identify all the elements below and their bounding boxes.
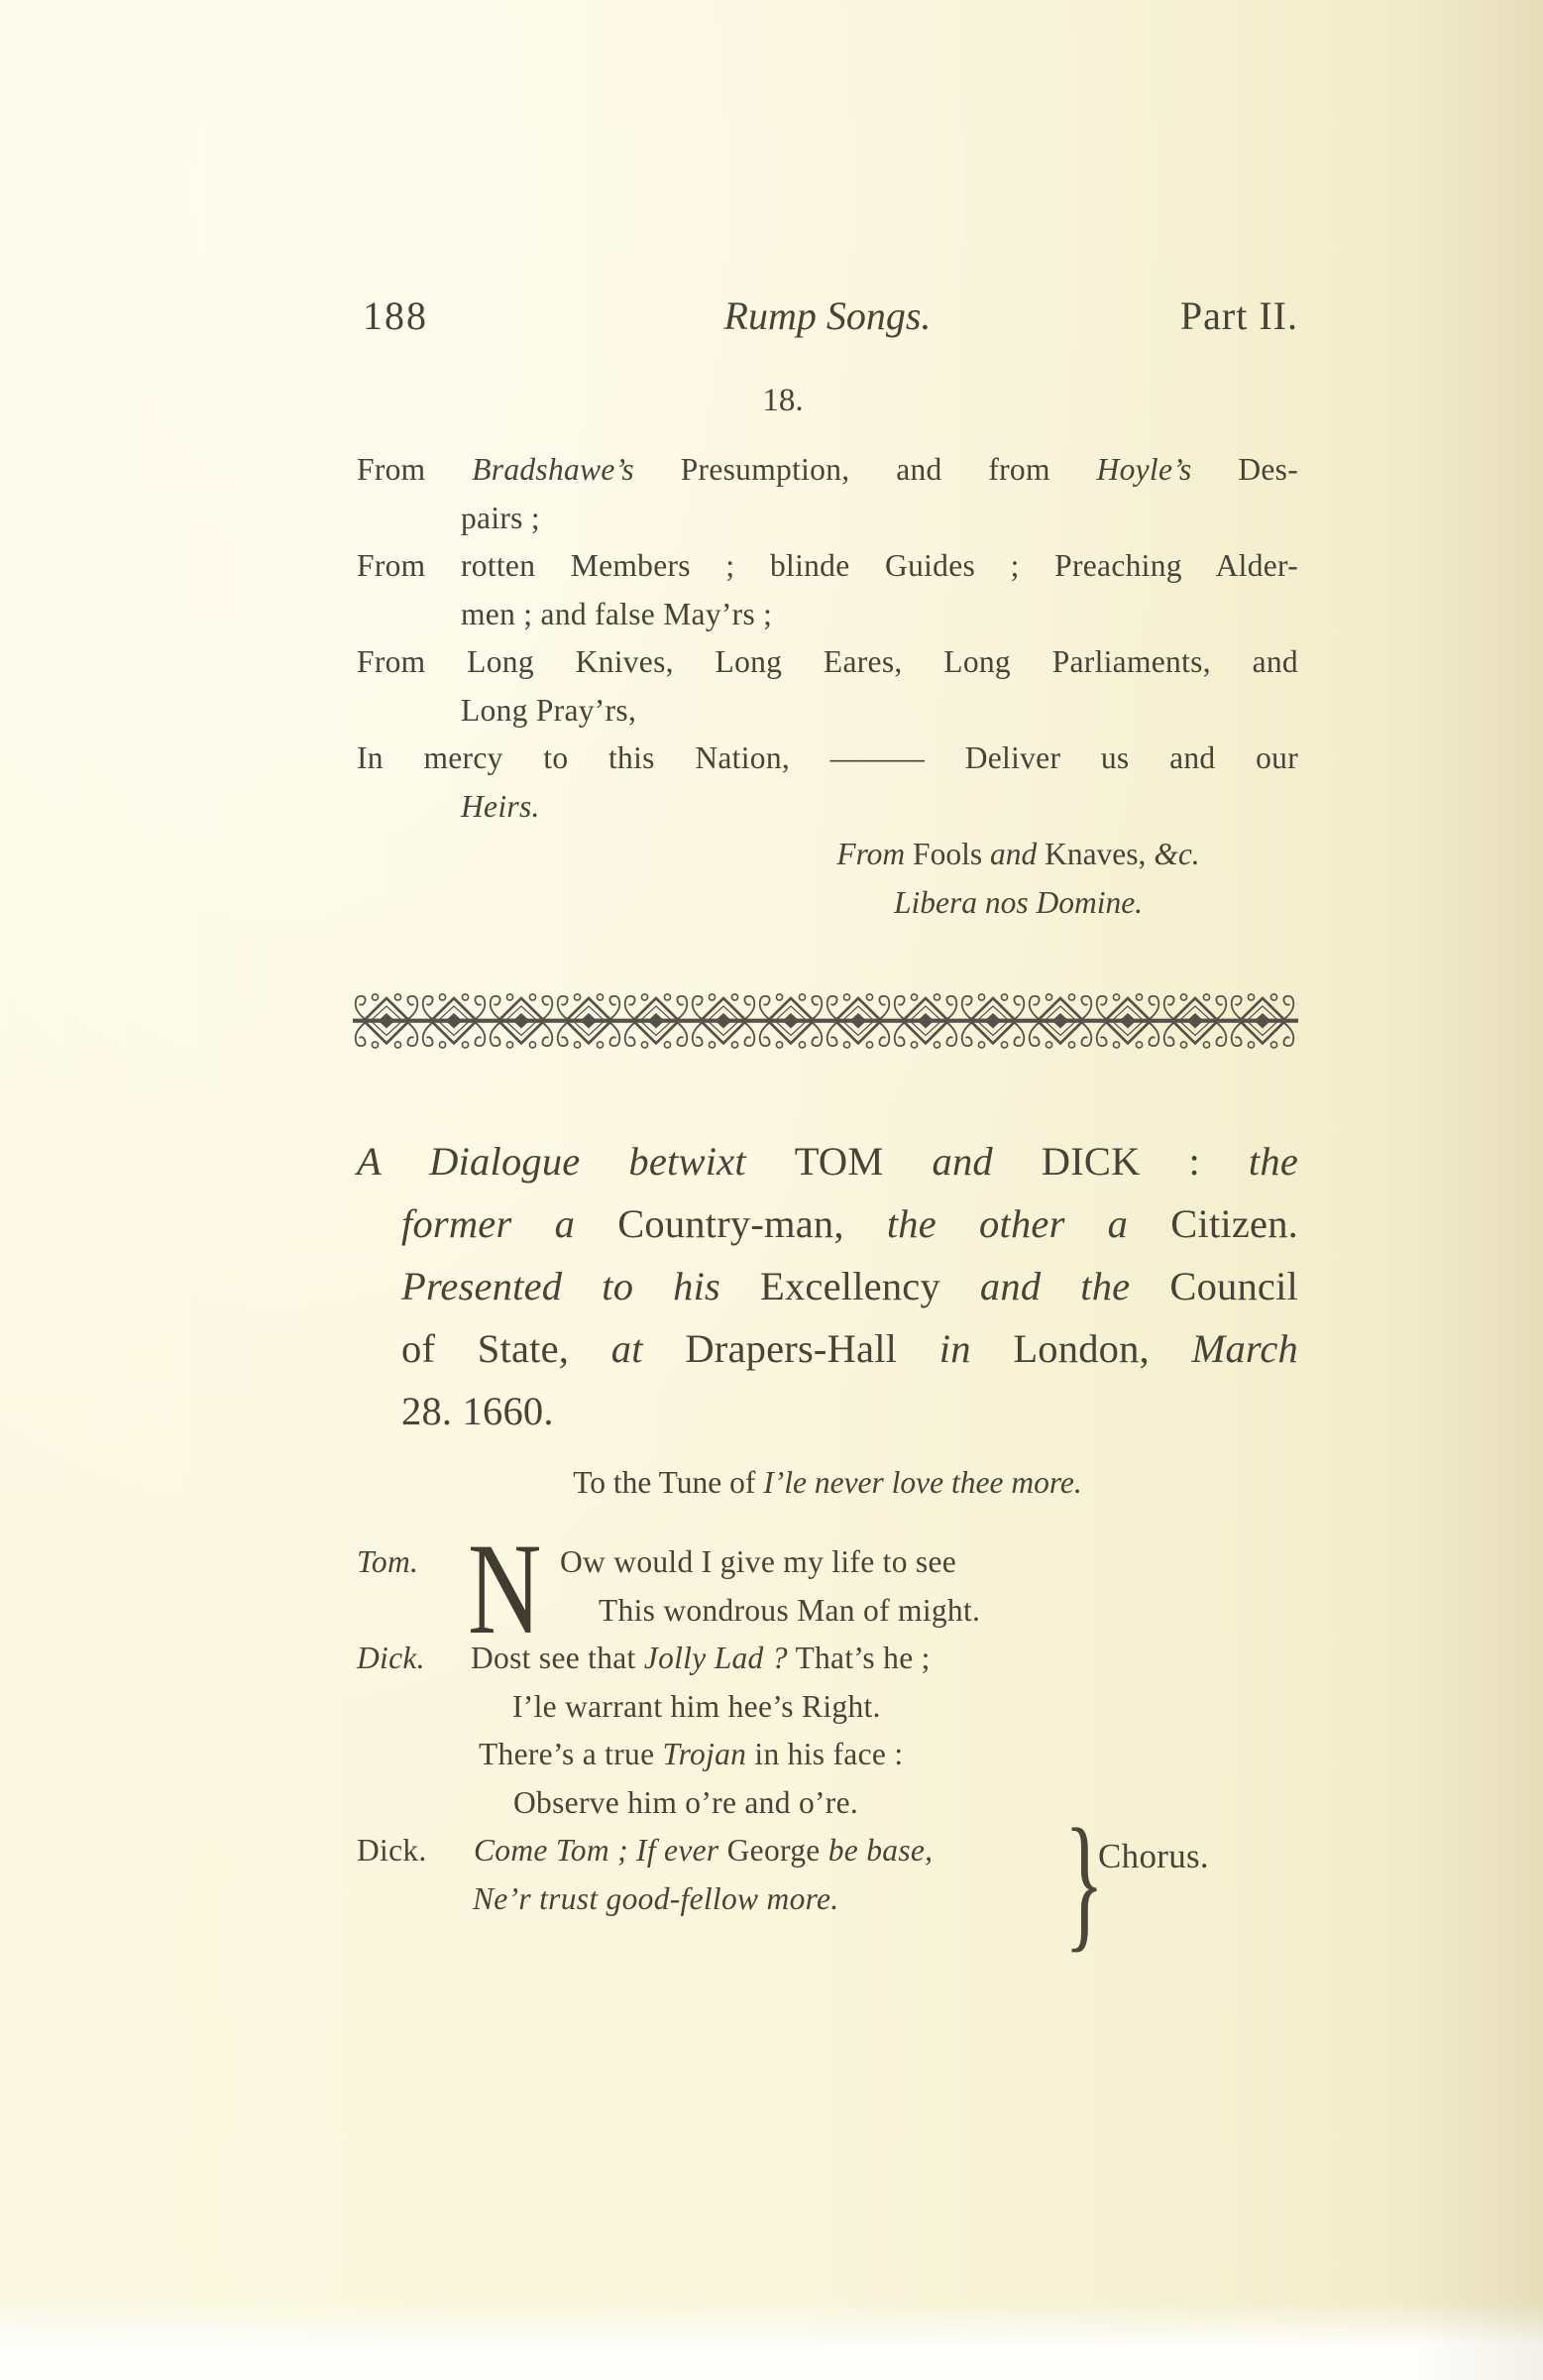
speaker-label: Tom.	[357, 1544, 419, 1579]
song-title-line: of State, at Drapers-Hall in London, March	[401, 1326, 1299, 1371]
litany-line: Heirs.	[461, 788, 540, 824]
verse-text: Ow would I give my life to see	[560, 1544, 957, 1579]
scan-bottom-edge	[0, 2303, 1543, 2380]
litany-refrain	[738, 831, 1298, 927]
page-number: 188	[363, 293, 428, 338]
refrain-line: Libera nos Domine.	[893, 884, 1144, 920]
verse-text: There’s a true Trojan in his face :	[479, 1737, 904, 1771]
verse-line	[357, 1875, 1496, 1924]
litany-line: In mercy to this Nation, ——— Deliver us and our	[357, 740, 1298, 775]
drop-cap: N	[468, 1516, 542, 1661]
song-title-line: A Dialogue betwixt TOM and DICK : the	[357, 1139, 1298, 1184]
tune-line: To the Tune of I’le never love thee more.	[573, 1465, 1082, 1500]
verse-line	[357, 1635, 1496, 1683]
verse-line	[357, 1827, 1496, 1875]
litany-line: From Bradshawe’s Presumption, and from Hoyle’s Des-	[357, 452, 1298, 487]
litany-line: From rotten Members ; blinde Guides ; Preaching Alder-	[357, 548, 1298, 583]
verse-text: Dost see that Jolly Lad ? That’s he ;	[471, 1641, 931, 1675]
running-title: Rump Songs.	[723, 293, 932, 338]
speaker-label: Dick.	[357, 1833, 427, 1868]
chorus-brace: }	[1064, 1798, 1105, 1965]
verse-stanza	[357, 1516, 1496, 1965]
section-number: 18.	[762, 383, 804, 418]
verse-text: Come Tom ; If ever George be base,	[474, 1833, 934, 1868]
litany-line: men ; and false May’rs ;	[461, 596, 773, 631]
verse-line	[357, 1587, 1496, 1636]
verse-line	[357, 1683, 1496, 1732]
verse-text: This wondrous Man of might.	[599, 1592, 981, 1628]
speaker-label: Dick.	[357, 1641, 425, 1675]
verse-text: Ne’r trust good-fellow more.	[473, 1880, 839, 1916]
chorus-label: Chorus.	[1098, 1837, 1209, 1875]
ornament-divider	[353, 989, 1298, 1053]
litany-line: pairs ;	[461, 500, 540, 535]
page-header	[357, 290, 1298, 342]
litany-stanza	[357, 446, 1298, 831]
verse-line	[357, 1731, 1496, 1779]
litany-line: From Long Knives, Long Eares, Long Parliaments, and	[357, 644, 1298, 679]
refrain-line: From Fools and Knaves, &c.	[836, 837, 1200, 871]
verse-text: Observe him o’re and o’re.	[513, 1784, 859, 1820]
part-label: Part II.	[1179, 293, 1298, 338]
song-title	[357, 1130, 1298, 1442]
song-title-line: former a Country-man, the other a Citizen.	[401, 1201, 1298, 1246]
litany-line: Long Pray’rs,	[461, 692, 637, 728]
verse-line	[357, 1779, 1496, 1828]
verse-line	[357, 1538, 1496, 1587]
song-title-line: Presented to his Excellency and the Council	[401, 1264, 1299, 1308]
ornament-band-graphic	[353, 989, 1298, 1053]
verse-text: I’le warrant him hee’s Right.	[512, 1688, 881, 1724]
song-title-line: 28. 1660.	[401, 1389, 554, 1433]
